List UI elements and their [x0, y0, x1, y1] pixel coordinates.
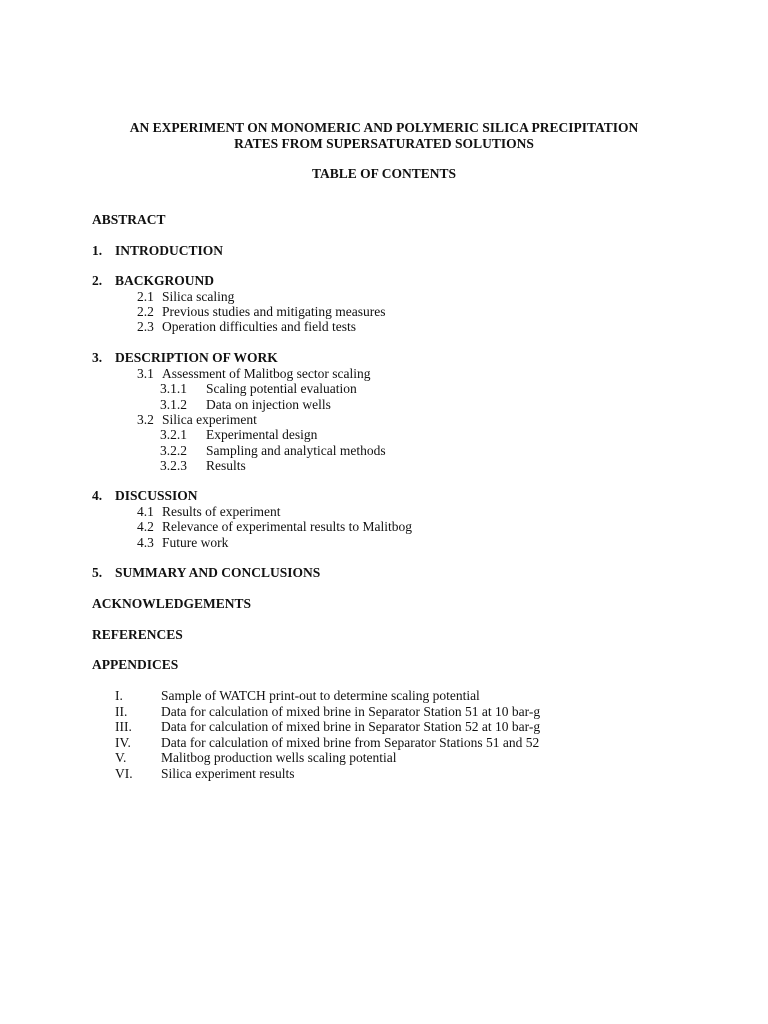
subsection-label: Previous studies and mitigating measures	[162, 304, 386, 319]
subsubsection-label: Results	[206, 458, 246, 473]
document-title-line-2: RATES FROM SUPERSATURATED SOLUTIONS	[234, 136, 534, 151]
section-label: DESCRIPTION OF WORK	[115, 350, 278, 365]
subsection-label: Operation difficulties and field tests	[162, 319, 356, 334]
subsection-number: 3.1	[137, 366, 154, 381]
appendix-number: IV.	[115, 735, 131, 750]
toc-subsubsection-3-2-1	[160, 427, 317, 443]
toc-subsection-3-2	[137, 412, 257, 428]
appendix-number: V.	[115, 750, 127, 765]
subsection-number: 3.2	[137, 412, 154, 427]
toc-subsubsection-3-2-3	[160, 458, 246, 474]
subsubsection-number: 3.2.1	[160, 427, 187, 442]
toc-subsubsection-3-2-2	[160, 443, 386, 459]
toc-subsection-3-1	[137, 366, 370, 382]
appendix-label: Sample of WATCH print-out to determine scaling potential	[161, 688, 480, 703]
section-number: 3.	[92, 350, 103, 365]
toc-acknowledgements: ACKNOWLEDGEMENTS	[92, 596, 252, 611]
toc-subsection-4-3	[137, 535, 228, 551]
section-label: SUMMARY AND CONCLUSIONS	[115, 565, 321, 580]
section-label: INTRODUCTION	[115, 243, 224, 258]
section-label: DISCUSSION	[115, 488, 198, 503]
appendix-item-2	[0, 704, 768, 720]
toc-subsection-4-1	[137, 504, 280, 520]
subsubsection-number: 3.2.3	[160, 458, 187, 473]
toc-subsubsection-3-1-1	[160, 381, 357, 397]
subsubsection-label: Scaling potential evaluation	[206, 381, 357, 396]
appendix-item-4	[0, 735, 768, 751]
toc-section-2	[92, 273, 214, 289]
subsubsection-number: 3.2.2	[160, 443, 187, 458]
toc-section-4	[92, 488, 198, 504]
subsection-number: 4.1	[137, 504, 154, 519]
subsection-label: Results of experiment	[162, 504, 281, 519]
appendix-item-1	[0, 688, 768, 704]
subsection-label: Future work	[162, 535, 229, 550]
section-number: 4.	[92, 488, 103, 503]
toc-abstract: ABSTRACT	[92, 212, 166, 227]
toc-appendices: APPENDICES	[92, 657, 179, 672]
appendix-number: III.	[115, 719, 132, 734]
appendix-number: II.	[115, 704, 128, 719]
subsection-number: 4.3	[137, 535, 154, 550]
subsection-label: Assessment of Malitbog sector scaling	[162, 366, 371, 381]
section-label: BACKGROUND	[115, 273, 215, 288]
section-number: 2.	[92, 273, 103, 288]
appendix-item-3	[0, 719, 768, 735]
toc-section-1	[92, 243, 223, 259]
subsubsection-label: Data on injection wells	[206, 397, 331, 412]
toc-subsection-2-1	[137, 289, 234, 305]
toc-subsection-2-2	[137, 304, 385, 320]
section-number: 5.	[92, 565, 103, 580]
section-number: 1.	[92, 243, 103, 258]
subsubsection-label: Sampling and analytical methods	[206, 443, 386, 458]
appendix-item-5	[0, 750, 768, 766]
toc-section-5	[92, 565, 320, 581]
appendix-label: Data for calculation of mixed brine in Separator Station 52 at 10 bar-g	[161, 719, 541, 734]
appendix-label: Data for calculation of mixed brine from Separator Stations 51 and 52	[161, 735, 540, 750]
appendix-item-6	[0, 766, 768, 782]
subsubsection-number: 3.1.1	[160, 381, 187, 396]
subsection-number: 4.2	[137, 519, 154, 534]
document-title-line-1: AN EXPERIMENT ON MONOMERIC AND POLYMERIC SILICA PRECIPITATION	[129, 120, 639, 135]
subsection-label: Relevance of experimental results to Malitbog	[162, 519, 413, 534]
appendix-number: VI.	[115, 766, 133, 781]
toc-heading: TABLE OF CONTENTS	[311, 166, 457, 181]
appendix-label: Malitbog production wells scaling potential	[161, 750, 397, 765]
toc-section-3	[92, 350, 278, 366]
subsection-label: Silica experiment	[162, 412, 257, 427]
subsubsection-label: Experimental design	[206, 427, 318, 442]
appendix-label: Silica experiment results	[161, 766, 295, 781]
subsection-number: 2.2	[137, 304, 154, 319]
toc-subsubsection-3-1-2	[160, 397, 331, 413]
toc-subsection-4-2	[137, 519, 412, 535]
toc-subsection-2-3	[137, 319, 356, 335]
toc-references: REFERENCES	[92, 627, 183, 642]
subsection-number: 2.1	[137, 289, 154, 304]
subsubsection-number: 3.1.2	[160, 397, 187, 412]
subsection-number: 2.3	[137, 319, 154, 334]
appendix-label: Data for calculation of mixed brine in Separator Station 51 at 10 bar-g	[161, 704, 541, 719]
subsection-label: Silica scaling	[162, 289, 235, 304]
appendix-number: I.	[115, 688, 123, 703]
